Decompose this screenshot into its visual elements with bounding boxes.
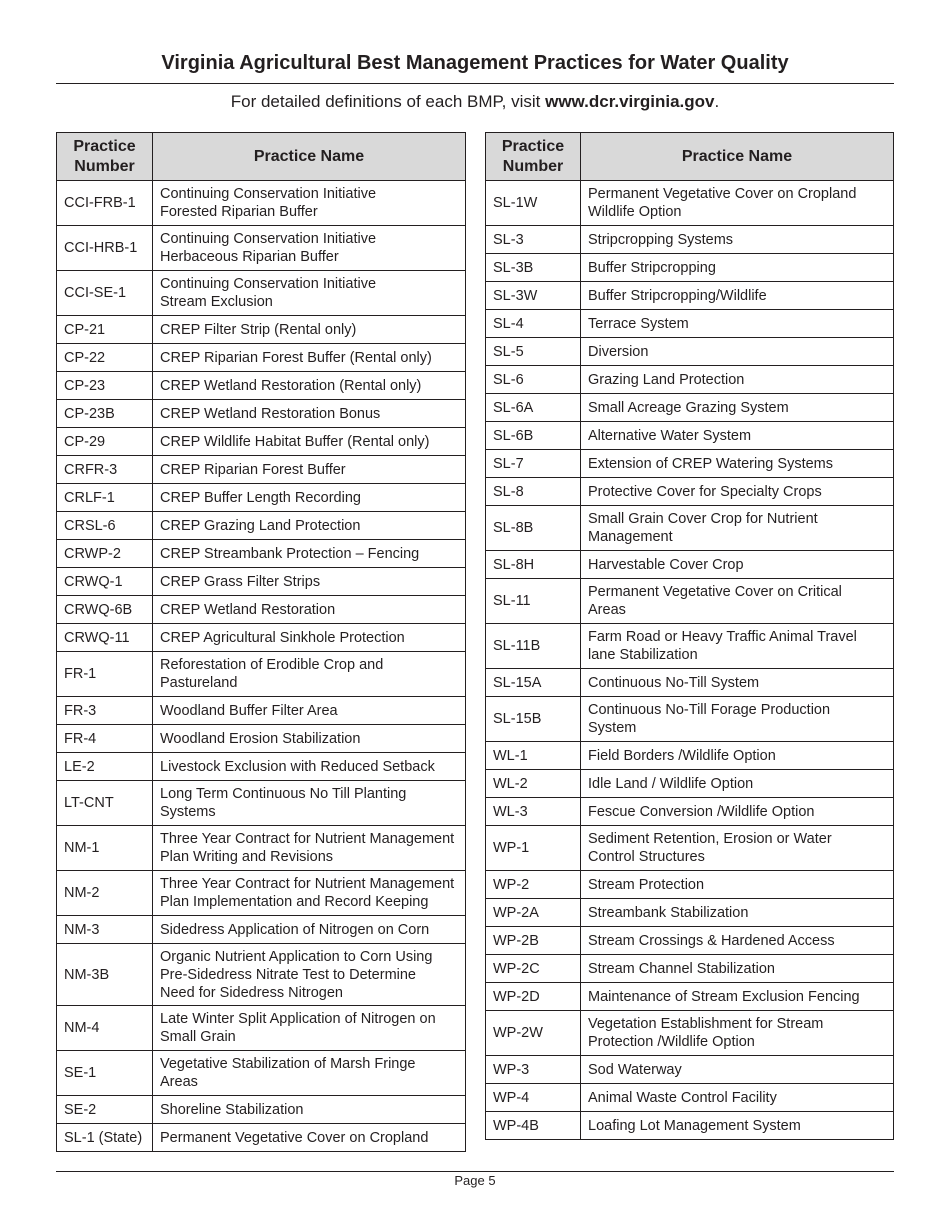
practice-name: CREP Wetland Restoration Bonus [153, 400, 466, 428]
table-row [57, 826, 466, 871]
practice-number: CRSL-6 [57, 512, 153, 540]
practice-name: CREP Grazing Land Protection [153, 512, 466, 540]
table-row [57, 226, 466, 271]
table-row [486, 798, 894, 826]
table-row [486, 624, 894, 669]
practice-name: Streambank Stabilization [581, 899, 894, 927]
table-row [486, 478, 894, 506]
practice-number: WP-2D [486, 983, 581, 1011]
practice-number: SL-8B [486, 506, 581, 551]
table-row [57, 916, 466, 944]
practice-name: Vegetative Stabilization of Marsh Fringe Areas [153, 1051, 466, 1096]
table-row [57, 512, 466, 540]
table-row [486, 697, 894, 742]
practice-name: CREP Grass Filter Strips [153, 568, 466, 596]
table-row [57, 725, 466, 753]
practice-number: CCI-SE-1 [57, 271, 153, 316]
practice-number: CP-21 [57, 316, 153, 344]
practice-number: SE-1 [57, 1051, 153, 1096]
practice-number: WP-2 [486, 871, 581, 899]
table-header-row [57, 133, 466, 181]
table-row [486, 450, 894, 478]
table-row [57, 1006, 466, 1051]
practice-name: Stripcropping Systems [581, 226, 894, 254]
practice-name: Extension of CREP Watering Systems [581, 450, 894, 478]
practice-name: Three Year Contract for Nutrient Management Plan Implementation and Record Keeping [153, 871, 466, 916]
practice-number: CRWQ-1 [57, 568, 153, 596]
table-row [486, 871, 894, 899]
practice-number: WP-2W [486, 1011, 581, 1056]
practice-name: Continuing Conservation Initiative Forested Riparian Buffer [153, 181, 466, 226]
practice-name: Animal Waste Control Facility [581, 1084, 894, 1112]
table-row [57, 484, 466, 512]
practice-name: Diversion [581, 338, 894, 366]
table-row [486, 226, 894, 254]
practice-name: CREP Riparian Forest Buffer [153, 456, 466, 484]
subtitle-prefix: For detailed definitions of each BMP, visit [230, 92, 546, 111]
subtitle-link: www.dcr.virginia.gov [545, 92, 715, 111]
practice-name: Stream Protection [581, 871, 894, 899]
table-row [57, 1096, 466, 1124]
table-row [486, 579, 894, 624]
practice-number: SL-11B [486, 624, 581, 669]
practice-number: CP-23 [57, 372, 153, 400]
table-row [486, 506, 894, 551]
practice-number: SE-2 [57, 1096, 153, 1124]
practice-number: NM-3 [57, 916, 153, 944]
practice-name: Small Acreage Grazing System [581, 394, 894, 422]
practice-number: NM-3B [57, 944, 153, 1006]
column-header-practice-number: Practice Number [486, 133, 581, 181]
practice-number: FR-3 [57, 697, 153, 725]
practice-number: WL-1 [486, 742, 581, 770]
practice-number: SL-5 [486, 338, 581, 366]
practice-number: WP-3 [486, 1056, 581, 1084]
practice-name: Permanent Vegetative Cover on Critical Areas [581, 579, 894, 624]
page-number: Page 5 [454, 1173, 496, 1188]
practice-number: NM-1 [57, 826, 153, 871]
practice-name: Fescue Conversion /Wildlife Option [581, 798, 894, 826]
table-header-row [486, 133, 894, 181]
table-row [57, 316, 466, 344]
practice-number: SL-3 [486, 226, 581, 254]
practice-name: Harvestable Cover Crop [581, 551, 894, 579]
practice-rows-right [486, 181, 894, 1140]
practice-number: SL-3B [486, 254, 581, 282]
table-row [486, 394, 894, 422]
practice-number: SL-1 (State) [57, 1124, 153, 1152]
column-header-practice-name: Practice Name [153, 133, 466, 181]
table-row [57, 624, 466, 652]
practice-number: CCI-HRB-1 [57, 226, 153, 271]
practice-number: SL-8H [486, 551, 581, 579]
practice-name: Grazing Land Protection [581, 366, 894, 394]
table-row [486, 826, 894, 871]
practice-name: Vegetation Establishment for Stream Protection /Wildlife Option [581, 1011, 894, 1056]
practice-table-right [485, 132, 894, 1140]
table-row [486, 422, 894, 450]
table-row [486, 899, 894, 927]
table-row [486, 181, 894, 226]
practice-name: Permanent Vegetative Cover on Cropland [153, 1124, 466, 1152]
practice-number: SL-6B [486, 422, 581, 450]
table-row [486, 983, 894, 1011]
table-row [486, 310, 894, 338]
practice-name: Farm Road or Heavy Traffic Animal Travel lane Stabilization [581, 624, 894, 669]
practice-number: NM-2 [57, 871, 153, 916]
practice-number: WP-2A [486, 899, 581, 927]
practice-name: Maintenance of Stream Exclusion Fencing [581, 983, 894, 1011]
practice-number: CRFR-3 [57, 456, 153, 484]
footer-divider [56, 1171, 894, 1172]
practice-number: FR-1 [57, 652, 153, 697]
table-row [57, 344, 466, 372]
practice-name: Continuing Conservation Initiative Herbaceous Riparian Buffer [153, 226, 466, 271]
practice-number: WP-1 [486, 826, 581, 871]
practice-name: Idle Land / Wildlife Option [581, 770, 894, 798]
practice-name: Woodland Erosion Stabilization [153, 725, 466, 753]
practice-name: Continuing Conservation Initiative Stream Exclusion [153, 271, 466, 316]
practice-name: Continuous No-Till System [581, 669, 894, 697]
table-row [57, 372, 466, 400]
practice-name: Alternative Water System [581, 422, 894, 450]
practice-number: NM-4 [57, 1006, 153, 1051]
practice-name: CREP Wildlife Habitat Buffer (Rental only) [153, 428, 466, 456]
practice-name: Small Grain Cover Crop for Nutrient Management [581, 506, 894, 551]
table-row [486, 254, 894, 282]
table-row [486, 1112, 894, 1140]
practice-number: LT-CNT [57, 781, 153, 826]
practice-name: Shoreline Stabilization [153, 1096, 466, 1124]
practice-name: CREP Buffer Length Recording [153, 484, 466, 512]
practice-number: SL-4 [486, 310, 581, 338]
table-row [57, 1051, 466, 1096]
practice-name: CREP Wetland Restoration [153, 596, 466, 624]
practice-number: SL-6A [486, 394, 581, 422]
practice-name: CREP Riparian Forest Buffer (Rental only) [153, 344, 466, 372]
table-row [57, 697, 466, 725]
table-row [57, 271, 466, 316]
table-row [486, 742, 894, 770]
practice-name: Field Borders /Wildlife Option [581, 742, 894, 770]
practice-number: SL-3W [486, 282, 581, 310]
practice-name: Sidedress Application of Nitrogen on Corn [153, 916, 466, 944]
practice-number: FR-4 [57, 725, 153, 753]
practice-number: WP-2C [486, 955, 581, 983]
table-row [57, 540, 466, 568]
practice-number: CP-29 [57, 428, 153, 456]
table-row [486, 338, 894, 366]
practice-name: Organic Nutrient Application to Corn Using Pre-Sidedress Nitrate Test to Determine Need for Sidedress Nitrogen [153, 944, 466, 1006]
practice-number: WL-3 [486, 798, 581, 826]
table-row [57, 753, 466, 781]
practice-name: Sediment Retention, Erosion or Water Control Structures [581, 826, 894, 871]
practice-number: CP-22 [57, 344, 153, 372]
practice-number: WP-4B [486, 1112, 581, 1140]
practice-name: Buffer Stripcropping [581, 254, 894, 282]
subtitle [0, 92, 950, 112]
table-row [57, 1124, 466, 1152]
subtitle-suffix: . [714, 92, 720, 111]
table-row [57, 652, 466, 697]
table-row [486, 282, 894, 310]
practice-name: Buffer Stripcropping/Wildlife [581, 282, 894, 310]
table-row [57, 428, 466, 456]
table-row [486, 1056, 894, 1084]
table-row [486, 1011, 894, 1056]
practice-name: Sod Waterway [581, 1056, 894, 1084]
practice-name: Woodland Buffer Filter Area [153, 697, 466, 725]
table-row [57, 871, 466, 916]
practice-number: CRWQ-11 [57, 624, 153, 652]
table-row [57, 781, 466, 826]
practice-name: Reforestation of Erodible Crop and Pastureland [153, 652, 466, 697]
table-row [57, 181, 466, 226]
table-row [486, 669, 894, 697]
practice-number: SL-15B [486, 697, 581, 742]
practice-number: SL-11 [486, 579, 581, 624]
practice-name: CREP Agricultural Sinkhole Protection [153, 624, 466, 652]
practice-number: WP-4 [486, 1084, 581, 1112]
table-row [57, 456, 466, 484]
table-row [486, 366, 894, 394]
practice-name: Long Term Continuous No Till Planting Systems [153, 781, 466, 826]
table-row [486, 955, 894, 983]
practice-number: SL-15A [486, 669, 581, 697]
practice-number: SL-8 [486, 478, 581, 506]
practice-number: WP-2B [486, 927, 581, 955]
practice-name: Permanent Vegetative Cover on Cropland Wildlife Option [581, 181, 894, 226]
column-header-practice-name: Practice Name [581, 133, 894, 181]
practice-name: CREP Streambank Protection – Fencing [153, 540, 466, 568]
practice-table-left [56, 132, 466, 1152]
practice-name: Terrace System [581, 310, 894, 338]
practice-name: CREP Wetland Restoration (Rental only) [153, 372, 466, 400]
table-row [486, 770, 894, 798]
column-header-practice-number: Practice Number [57, 133, 153, 181]
practice-number: CRWQ-6B [57, 596, 153, 624]
table-row [57, 568, 466, 596]
table-row [486, 1084, 894, 1112]
practice-number: CCI-FRB-1 [57, 181, 153, 226]
table-row [57, 944, 466, 1006]
practice-number: WL-2 [486, 770, 581, 798]
practice-number: SL-1W [486, 181, 581, 226]
practice-number: SL-7 [486, 450, 581, 478]
practice-name: Livestock Exclusion with Reduced Setback [153, 753, 466, 781]
practice-name: Stream Channel Stabilization [581, 955, 894, 983]
table-row [486, 551, 894, 579]
table-row [57, 400, 466, 428]
practice-name: Stream Crossings & Hardened Access [581, 927, 894, 955]
practice-name: Continuous No-Till Forage Production System [581, 697, 894, 742]
practice-name: Late Winter Split Application of Nitrogen on Small Grain [153, 1006, 466, 1051]
practice-name: Protective Cover for Specialty Crops [581, 478, 894, 506]
title-divider [56, 83, 894, 84]
practice-name: Loafing Lot Management System [581, 1112, 894, 1140]
table-row [57, 596, 466, 624]
practice-number: CP-23B [57, 400, 153, 428]
practice-number: CRLF-1 [57, 484, 153, 512]
practice-number: LE-2 [57, 753, 153, 781]
practice-number: SL-6 [486, 366, 581, 394]
practice-number: CRWP-2 [57, 540, 153, 568]
practice-rows-left [57, 181, 466, 1152]
practice-name: Three Year Contract for Nutrient Management Plan Writing and Revisions [153, 826, 466, 871]
table-row [486, 927, 894, 955]
page-title: Virginia Agricultural Best Management Practices for Water Quality [161, 52, 789, 74]
practice-name: CREP Filter Strip (Rental only) [153, 316, 466, 344]
